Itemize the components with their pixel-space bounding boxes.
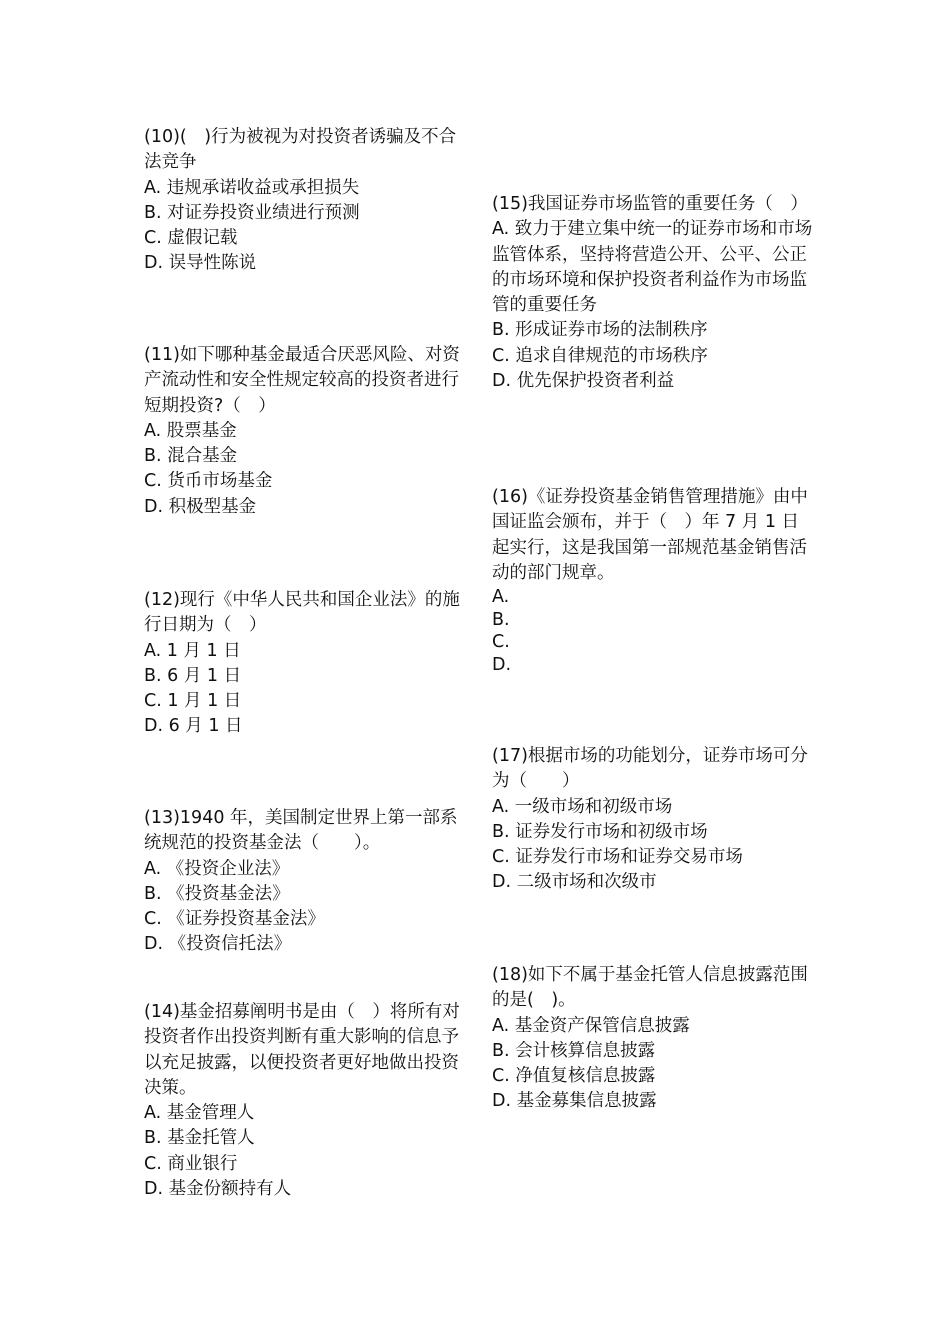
- option-d: D. 《投资信托法》: [144, 934, 292, 955]
- option-b: B. 《投资基金法》: [144, 883, 290, 904]
- option-a: A. 1 月 1 日: [144, 640, 241, 661]
- question-stem: (18)如下不属于基金托管人信息披露范围的是( )。: [492, 965, 808, 1011]
- option-b: B. 6 月 1 日: [144, 665, 242, 686]
- question-stem: (16)《证券投资基金销售管理措施》由中国证监会颁布，并于（ ）年 7 月 1 日起实行，这是我国第一部规范基金销售活动的部门规章。: [492, 487, 808, 583]
- question-11: [144, 343, 462, 520]
- option-a: A. 一级市场和初级市场: [492, 796, 673, 817]
- option-a: A. 违规承诺收益或承担损失: [144, 177, 360, 198]
- question-stem: (10)( )行为被视为对投资者诱骗及不合法竞争: [144, 127, 457, 173]
- option-a: A.: [492, 587, 510, 608]
- question-10: [144, 125, 462, 277]
- option-c: C. 1 月 1 日: [144, 691, 242, 712]
- option-a: A. 股票基金: [144, 420, 237, 441]
- option-d: D. 二级市场和次级市: [492, 872, 657, 893]
- question-stem: (15)我国证券市场监管的重要任务（ ）: [492, 194, 808, 214]
- option-c: C. 净值复核信息披露: [492, 1066, 656, 1087]
- question-12: [144, 588, 462, 740]
- option-d: D. 6 月 1 日: [144, 716, 243, 737]
- question-stem: (11)如下哪种基金最适合厌恶风险、对资产流动性和安全性规定较高的投资者进行短期投资?（ ）: [144, 345, 460, 416]
- question-18: [492, 963, 814, 1115]
- option-b: B. 混合基金: [144, 446, 238, 467]
- option-d: D. 优先保护投资者利益: [492, 371, 675, 392]
- option-c: C. 货币市场基金: [144, 471, 273, 492]
- option-a: A. 致力于建立集中统一的证券市场和市场监管体系，坚持将营造公开、公平、公正的市场环境和保护投资者利益作为市场监管的重要任务: [492, 219, 813, 316]
- option-d: D. 积极型基金: [144, 496, 257, 517]
- option-d: D. 基金募集信息披露: [492, 1091, 657, 1112]
- question-stem: (13)1940 年，美国制定世界上第一部系统规范的投资基金法（ ）。: [144, 808, 458, 854]
- option-c: C. 证券发行市场和证券交易市场: [492, 847, 743, 868]
- option-c: C. 《证券投资基金法》: [144, 909, 325, 930]
- option-a: A. 基金管理人: [144, 1103, 255, 1124]
- option-b: B. 形成证券市场的法制秩序: [492, 320, 708, 341]
- option-b: B. 证券发行市场和初级市场: [492, 821, 708, 842]
- option-b: B.: [492, 609, 510, 630]
- question-17: [492, 744, 814, 896]
- option-b: B. 对证券投资业绩进行预测: [144, 202, 360, 223]
- option-a: A. 《投资企业法》: [144, 858, 290, 879]
- option-d: D. 基金份额持有人: [144, 1179, 292, 1200]
- option-d: D.: [492, 654, 512, 675]
- question-16: [492, 485, 814, 676]
- option-c: C. 追求自律规范的市场秩序: [492, 345, 708, 366]
- option-c: C.: [492, 632, 510, 653]
- option-c: C. 商业银行: [144, 1153, 238, 1174]
- question-stem: (14)基金招募阐明书是由（ ）将所有对投资者作出投资判断有重大影响的信息予以充足披露，以便投资者更好地做出投资决策。: [144, 1002, 460, 1098]
- option-d: D. 误导性陈说: [144, 253, 257, 274]
- question-15: [492, 192, 814, 394]
- option-a: A. 基金资产保管信息披露: [492, 1015, 690, 1036]
- option-b: B. 会计核算信息披露: [492, 1040, 656, 1061]
- question-13: [144, 806, 462, 958]
- question-14: [144, 1000, 462, 1202]
- question-stem: (17)根据市场的功能划分，证券市场可分为（ ）: [492, 746, 808, 792]
- option-c: C. 虚假记载: [144, 228, 238, 249]
- question-stem: (12)现行《中华人民共和国企业法》的施行日期为（ ）: [144, 590, 460, 636]
- option-b: B. 基金托管人: [144, 1128, 255, 1149]
